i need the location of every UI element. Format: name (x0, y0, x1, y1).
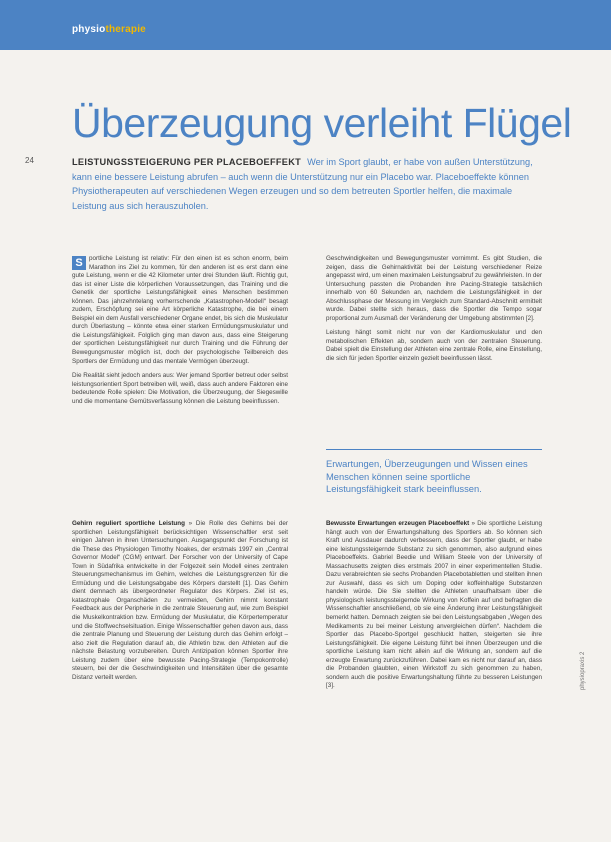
brand-part-2: therapie (105, 24, 146, 35)
left-top-paragraph-1: portliche Leistung ist relativ: Für den einen ist es schon enorm, beim Marathon ins Ziel zu kommen, für den anderen ist es erst dann eine gute Leistung, wenn er die 42 Kilometer unter drei Stunden läuft. Richtig gut, das ist einer Liste die körperlichen Voraussetzungen, das Training und die Genetik der sportliche Leistungsfähigkeit eines Menschen bestimmen können. Das jahrzehntelang vorherrschende „Katastrophen-Modell“ besagt zudem, Erschöpfung sei eine Art körperliche Katastrophe, die bei einem Beispiel ein dem Ausfall verschiedener Organe endet, bis sich die Muskulatur durch Überlastung – könnte etwa einer starken Ermüdungsmuskulatur und die Leistungsfähigkeit. Folglich ging man davon aus, dass eine Steigerung der sportlichen Leistungsfähigkeit nur durch Training und die Führung der Bewegungsmuster möglich ist, doch der psychologische Teilbereich des Sportlers der Ermüdung und das mentale Vermögen überzeugt. (72, 255, 288, 365)
vertical-credit: physiopraxis 2 (580, 651, 586, 690)
right-subheading: Bewusste Erwartungen erzeugen Placeboeffekt (326, 520, 470, 527)
left-top-paragraph-2: Die Realität sieht jedoch anders aus: Wer jemand Sportler betreut oder selbst leistungsorientiert Sport betreiben will, weiß, dass auch andere Faktoren eine bedeutende Rolle spielen: Die Motivation, die Überzeugung, der Siegeswille und die momentane Gemütsverfassung können die Leistung beeinflussen. (72, 372, 288, 405)
article-title: Überzeugung verleiht Flügel (72, 100, 572, 146)
article-intro (72, 155, 542, 213)
right-bottom-text: Die sportliche Leistung hängt auch von der Erwartungshaltung des Sportlers ab. So können sich Kraft und Ausdauer dadurch verbessern, dass der Sportler glaubt, er habe eine leistungssteigernde Substanz zu sich genommen, also aufgrund eines Placeboeffekts. Gabriel Beedie und William Steele von der University of Massachusetts zeigten dies erstmals 2007 in einer experimentellen Studie. Dazu verabreichten sie sechs Probanden Placebotabletten und stellten ihnen zur Auswahl, dass es sich um Doping oder koffeinhaltige Substanzen handeln würde. Die Sie stellten die Athleten unaufhaltsam über die physiologisch leistungssteigernde Wirkung von Koffein auf und befragten die Wissenschaftler anschließend, ob sie eine Änderung ihrer Leistungsfähigkeit bemerkt hatten. Demnach zeigten sie bei den Leistungsabgaben „Wegen des Medikaments zu bei meiner Leistung anvergleichen dürfen“. Nachdem die Sportler das Placebo-Sportgel geschluckt hatten, steigerten sie ihre Leistungsfähigkeit. Die eigene Leistung führt bei ihnen Überzeugen und die sportliche Leistung kam nicht allein auf die Wirkung an, sondern auf die erzeugte Erwartung zurückzuführen. Dabei kam es nicht nur darauf an, dass die Probanden glaubten, einen Wirkstoff zu sich genommen zu haben, sondern auch die positive Erwartungshaltung führte zu besseren Leistungen [3]. (326, 520, 542, 690)
left-column-bottom: Gehirn reguliert sportliche Leistung » Die Rolle des Gehirns bei der sportlichen Leistungsfähigkeit berücksichtigen Wissenschaftler erst seit einigen Jahren in ihren Untersuchungen. Ausgangspunkt der Forschung ist die These des Physiologen Timothy Noakes, der erstmals 1997 ein „Central Governor Model“ (CGM) entwarf. Der Forscher von der University of Cape Town in Südafrika entwickelte in der Folgezeit sein Modell eines zentralen Steuerungsmechanismus im Gehirn, welches die Leistungsgrenzen für die Ermüdung und die Leistungsabgabe des Körpers darstellt [1]. Das Gehirn dient demnach als übergeordneter Regulator des Körpers. Ziel ist es, katastrophale Organschäden zu vermeiden, Gehirn nimmt konstant Feedback aus der Peripherie in die zentrale Steuerung auf, wie zum Beispiel die Muskelkontraktion bzw. Ermüdung der Muskulatur, die Körpertemperatur und die Stoffwechselsituation. Einige Wissenschaftler gehen davon aus, dass die zentrale Planung und Steuerung der Leistung durch das Gehirn erfolgt – also zielt die Regulation darauf ab, die Athletin bzw. den Athleten auf die nächste Belastung vorzubereiten. Durch Antizipation können Sportler ihre Leistung zudem über eine bewusste Pacing-Strategie (Tempokontrolle) steuern, bei der die Geschwindigkeiten und Intensitäten über die gesamte Distanz verteilt werden. (72, 520, 288, 681)
page-number: 24 (25, 156, 34, 165)
right-column-top (326, 255, 542, 370)
brand-part-1: physio (72, 24, 106, 35)
right-column-bottom: Bewusste Erwartungen erzeugen Placeboeffekt » Die sportliche Leistung hängt auch von der Erwartungshaltung des Sportlers ab. So können sich Kraft und Ausdauer dadurch verbessern, dass der Sportler glaubt, er habe eine leistungssteigernde Substanz zu sich genommen, also aufgrund eines Placeboeffekts. Gabriel Beedie und William Steele von der University of Massachusetts zeigten dies erstmals 2007 in einer experimentellen Studie. Dazu verabreichten sie sechs Probanden Placebotabletten und stellten ihnen zur Auswahl, dass es sich um Doping oder koffeinhaltige Substanzen handeln würde. Die Sie stellten die Athleten unaufhaltsam über die physiologisch leistungssteigernde Wirkung von Koffein auf und befragten die Wissenschaftler anschließend, ob sie eine Änderung ihrer Leistungsfähigkeit bemerkt hatten. Demnach zeigten sie bei den Leistungsabgaben „Wegen des Medikaments zu bei meiner Leistung anvergleichen dürfen“. Nachdem die Sportler das Placebo-Sportgel geschluckt hatten, steigerten sie ihre Leistungsfähigkeit. Die eigene Leistung führt bei ihnen Überzeugen und die sportliche Leistung kam nicht allein auf die Wirkung an, sondern auf die erzeugte Erwartung zurückzuführen. Dabei kam es nicht nur darauf an, dass die Probanden glaubten, einen Wirkstoff zu sich genommen zu haben, sondern auch die positive Erwartungshaltung führte zu besseren Leistungen [3]. (326, 520, 542, 690)
right-top-paragraph-1: Geschwindigkeiten und Bewegungsmuster vornimmt. Es gibt Studien, die zeigen, dass die Gehirnaktivität bei der Leistung verschiedener Reize angepasst wird, um einen maximalen Leistungsabruf zu gewährleisten. In der Untersuchung passten die Probanden ihre Pacing-Strategie tatsächlich innerhalb von 60 Sekunden an, nachdem die Leistungsfähigkeit in der Abschlussphase der Messung im Vergleich zum Standard-Abschnitt ermittelt wurde. Dabei stellte sich heraus, dass die Sportler die Tempo sogar proportional zum Ausmaß der Veränderung der Umgebung abstimmten [2]. (326, 255, 542, 322)
pull-quote: Erwartungen, Überzeugungen und Wissen eines Menschen können seine sportliche Leistungsfähigkeit stark beeinflussen. (326, 449, 542, 496)
intro-kicker: LEISTUNGSSTEIGERUNG PER PLACEBOEFFEKT (72, 157, 302, 167)
left-column-top (72, 255, 288, 412)
intro-text: Wer im Sport glaubt, er habe von außen Unterstützung, kann eine bessere Leistung abrufen – auch wenn die Unterstützung nur ein Placebo war. Placeboeffekte können Physiotherapeuten auf verschiedenen Wegen erzeugen und so dem betreuten Sportler helfen, die maximale Leistung aus sich herauszuholen. (72, 157, 533, 211)
drop-cap: S (72, 256, 86, 270)
magazine-brand (72, 24, 146, 35)
right-top-paragraph-2: Leistung hängt somit nicht nur von der Kardiomuskulatur und den metabolischen Effekten ab, sondern auch von der zentralen Steuerung. Dabei spielt die Einstellung der Athleten eine zentrale Rolle, eine Einstellung, die sich für jeden Sportler einzeln gezielt beeinflussen lässt. (326, 329, 542, 363)
magazine-header-bar (0, 0, 611, 50)
left-bottom-text: Die Rolle des Gehirns bei der sportlichen Leistungsfähigkeit berücksichtigen Wissenschaftler erst seit einigen Jahren in ihren Untersuchungen. Ausgangspunkt der Forschung ist die These des Physiologen Timothy Noakes, der erstmals 1997 ein „Central Governor Model“ (CGM) entwarf. Der Forscher von der University of Cape Town in Südafrika entwickelte in der Folgezeit sein Modell eines zentralen Steuerungsmechanismus im Gehirn, welches die Leistungsgrenzen für die Ermüdung und die Leistungsabgabe des Körpers darstellt [1]. Das Gehirn dient demnach als übergeordneter Regulator des Körpers. Ziel ist es, katastrophale Organschäden zu vermeiden, Gehirn nimmt konstant Feedback aus der Peripherie in die zentrale Steuerung auf, wie zum Beispiel die Muskelkontraktion bzw. Ermüdung der Muskulatur, die Körpertemperatur und die Stoffwechselsituation. Einige Wissenschaftler gehen davon aus, dass die zentrale Planung und Steuerung der Leistung durch das Gehirn erfolgt – also zielt die Regulation darauf ab, die Athletin bzw. den Athleten auf die nächste Belastung vorzubereiten. Durch Antizipation können Sportler ihre Leistung zudem über eine bewusste Pacing-Strategie (Tempokontrolle) steuern, bei der die Geschwindigkeiten und Intensitäten über die gesamte Distanz verteilt werden. (72, 520, 288, 681)
left-subheading: Gehirn reguliert sportliche Leistung (72, 520, 185, 527)
